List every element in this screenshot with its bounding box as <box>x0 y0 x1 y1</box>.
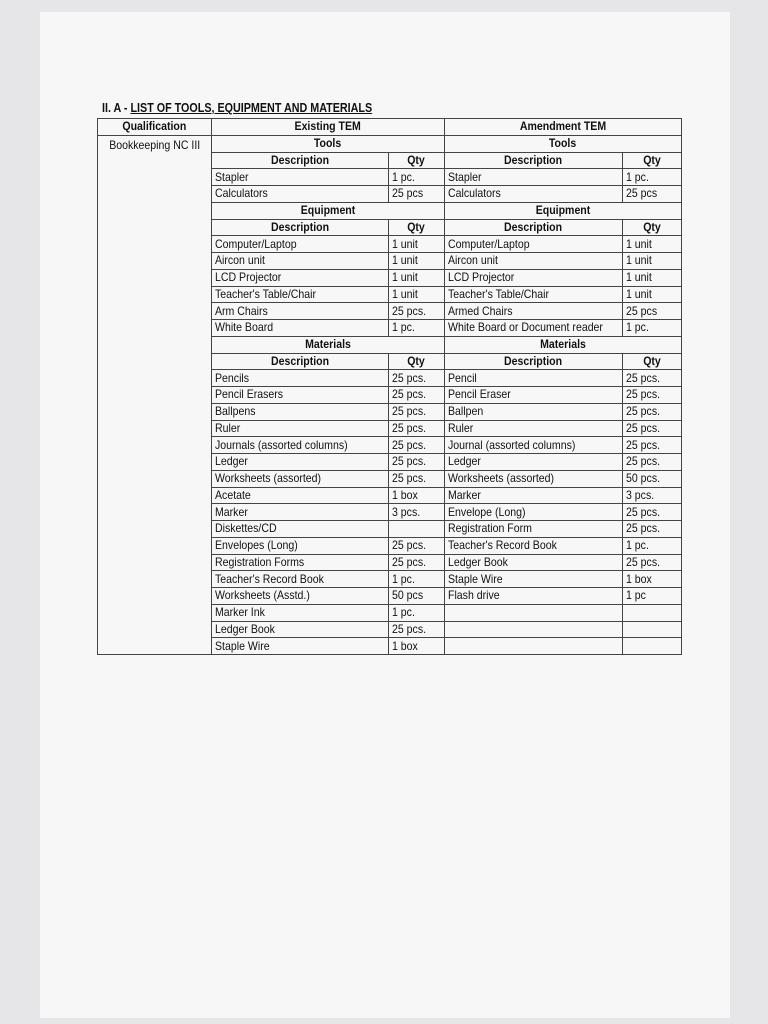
existing-qty-header: Qty <box>389 219 445 236</box>
existing-qty-cell: 25 pcs. <box>389 554 445 571</box>
existing-description-cell: Marker <box>212 504 389 521</box>
existing-qty-cell: 1 box <box>389 487 445 504</box>
amendment-description-cell: Pencil Eraser <box>445 387 623 404</box>
amendment-qty-cell: 25 pcs. <box>623 370 682 387</box>
existing-qty-cell: 25 pcs. <box>389 403 445 420</box>
amendment-description-cell: Computer/Laptop <box>445 236 623 253</box>
existing-description-cell: Acetate <box>212 487 389 504</box>
existing-section-title: Materials <box>212 336 445 353</box>
amendment-qty-cell: 1 unit <box>623 269 682 286</box>
amendment-qty-cell <box>623 638 682 655</box>
amendment-qty-header: Qty <box>623 219 682 236</box>
amendment-description-cell: Armed Chairs <box>445 303 623 320</box>
existing-qty-header: Qty <box>389 152 445 169</box>
amendment-description-header: Description <box>445 152 623 169</box>
tem-table <box>97 118 682 655</box>
existing-description-cell: Ledger <box>212 454 389 471</box>
amendment-description-cell: Teacher's Table/Chair <box>445 286 623 303</box>
amendment-qty-cell: 1 pc <box>623 588 682 605</box>
amendment-qty-cell: 1 pc. <box>623 169 682 186</box>
amendment-tem-header: Amendment TEM <box>445 119 682 136</box>
existing-qty-cell: 25 pcs. <box>389 303 445 320</box>
existing-description-cell: Teacher's Table/Chair <box>212 286 389 303</box>
amendment-description-cell: Teacher's Record Book <box>445 537 623 554</box>
amendment-description-cell <box>445 621 623 638</box>
existing-qty-cell: 25 pcs. <box>389 537 445 554</box>
existing-description-cell: Ledger Book <box>212 621 389 638</box>
existing-description-cell: Staple Wire <box>212 638 389 655</box>
existing-description-header: Description <box>212 353 389 370</box>
amendment-description-cell: Staple Wire <box>445 571 623 588</box>
existing-qty-cell: 1 unit <box>389 269 445 286</box>
amendment-description-cell: Ledger Book <box>445 554 623 571</box>
amendment-description-cell: Journal (assorted columns) <box>445 437 623 454</box>
existing-description-cell: Ballpens <box>212 403 389 420</box>
qualification-header: Qualification <box>98 119 212 136</box>
existing-description-cell: Worksheets (Asstd.) <box>212 588 389 605</box>
existing-description-cell: Aircon unit <box>212 253 389 270</box>
existing-qty-header: Qty <box>389 353 445 370</box>
amendment-qty-cell: 25 pcs. <box>623 521 682 538</box>
amendment-qty-cell <box>623 604 682 621</box>
tem-table-body <box>98 119 682 655</box>
amendment-qty-cell: 25 pcs <box>623 186 682 203</box>
existing-description-cell: Pencil Erasers <box>212 387 389 404</box>
existing-qty-cell: 25 pcs. <box>389 420 445 437</box>
amendment-qty-cell: 25 pcs. <box>623 454 682 471</box>
existing-qty-cell: 25 pcs. <box>389 370 445 387</box>
existing-qty-cell: 1 pc. <box>389 604 445 621</box>
amendment-section-title: Materials <box>445 336 682 353</box>
amendment-section-title: Tools <box>445 135 682 152</box>
existing-description-cell: Pencils <box>212 370 389 387</box>
existing-qty-cell: 1 unit <box>389 236 445 253</box>
existing-description-cell: Worksheets (assorted) <box>212 470 389 487</box>
existing-qty-cell: 3 pcs. <box>389 504 445 521</box>
amendment-qty-cell: 1 pc. <box>623 537 682 554</box>
existing-description-cell: Computer/Laptop <box>212 236 389 253</box>
amendment-qty-cell: 25 pcs. <box>623 437 682 454</box>
existing-qty-cell: 50 pcs <box>389 588 445 605</box>
amendment-description-cell <box>445 604 623 621</box>
existing-section-title: Tools <box>212 135 445 152</box>
existing-qty-cell: 25 pcs. <box>389 454 445 471</box>
existing-qty-cell: 1 box <box>389 638 445 655</box>
amendment-description-cell: Ledger <box>445 454 623 471</box>
qualification-cell: Bookkeeping NC III <box>98 135 212 654</box>
amendment-qty-cell: 1 pc. <box>623 320 682 337</box>
existing-qty-cell: 1 unit <box>389 253 445 270</box>
amendment-qty-header: Qty <box>623 353 682 370</box>
amendment-description-cell: Registration Form <box>445 521 623 538</box>
amendment-description-cell <box>445 638 623 655</box>
amendment-qty-header: Qty <box>623 152 682 169</box>
existing-qty-cell: 1 pc. <box>389 571 445 588</box>
section-title-row <box>98 135 682 152</box>
existing-description-cell: Diskettes/CD <box>212 521 389 538</box>
amendment-qty-cell: 25 pcs. <box>623 504 682 521</box>
amendment-description-header: Description <box>445 353 623 370</box>
existing-section-title: Equipment <box>212 202 445 219</box>
existing-qty-cell: 1 unit <box>389 286 445 303</box>
amendment-qty-cell: 25 pcs <box>623 303 682 320</box>
existing-description-header: Description <box>212 219 389 236</box>
existing-description-cell: Registration Forms <box>212 554 389 571</box>
section-number: II. A - <box>102 101 128 115</box>
amendment-qty-cell: 25 pcs. <box>623 387 682 404</box>
section-heading <box>102 101 372 115</box>
existing-qty-cell: 25 pcs. <box>389 387 445 404</box>
amendment-qty-cell: 25 pcs. <box>623 554 682 571</box>
amendment-qty-cell: 3 pcs. <box>623 487 682 504</box>
existing-description-cell: Stapler <box>212 169 389 186</box>
existing-qty-cell: 25 pcs. <box>389 470 445 487</box>
amendment-qty-cell: 25 pcs. <box>623 403 682 420</box>
amendment-description-cell: Ballpen <box>445 403 623 420</box>
existing-description-cell: LCD Projector <box>212 269 389 286</box>
existing-description-cell: Arm Chairs <box>212 303 389 320</box>
existing-qty-cell: 25 pcs. <box>389 437 445 454</box>
existing-description-cell: Journals (assorted columns) <box>212 437 389 454</box>
amendment-description-cell: White Board or Document reader <box>445 320 623 337</box>
amendment-section-title: Equipment <box>445 202 682 219</box>
table-header-row <box>98 119 682 136</box>
amendment-description-cell: Stapler <box>445 169 623 186</box>
amendment-description-cell: Envelope (Long) <box>445 504 623 521</box>
section-title: LIST OF TOOLS, EQUIPMENT AND MATERIALS <box>130 101 373 115</box>
amendment-description-cell: LCD Projector <box>445 269 623 286</box>
existing-description-cell: Teacher's Record Book <box>212 571 389 588</box>
existing-description-header: Description <box>212 152 389 169</box>
amendment-description-cell: Aircon unit <box>445 253 623 270</box>
amendment-qty-cell: 1 unit <box>623 253 682 270</box>
existing-description-cell: Marker Ink <box>212 604 389 621</box>
existing-qty-cell: 25 pcs <box>389 186 445 203</box>
amendment-description-cell: Flash drive <box>445 588 623 605</box>
amendment-description-header: Description <box>445 219 623 236</box>
existing-qty-cell <box>389 521 445 538</box>
existing-qty-cell: 25 pcs. <box>389 621 445 638</box>
amendment-description-cell: Pencil <box>445 370 623 387</box>
existing-tem-header: Existing TEM <box>212 119 445 136</box>
amendment-description-cell: Ruler <box>445 420 623 437</box>
amendment-description-cell: Calculators <box>445 186 623 203</box>
amendment-qty-cell: 1 box <box>623 571 682 588</box>
existing-description-cell: Envelopes (Long) <box>212 537 389 554</box>
amendment-qty-cell: 25 pcs. <box>623 420 682 437</box>
existing-qty-cell: 1 pc. <box>389 169 445 186</box>
amendment-qty-cell: 1 unit <box>623 236 682 253</box>
amendment-qty-cell: 1 unit <box>623 286 682 303</box>
amendment-description-cell: Marker <box>445 487 623 504</box>
amendment-qty-cell <box>623 621 682 638</box>
existing-description-cell: Ruler <box>212 420 389 437</box>
amendment-description-cell: Worksheets (assorted) <box>445 470 623 487</box>
amendment-qty-cell: 50 pcs. <box>623 470 682 487</box>
existing-description-cell: Calculators <box>212 186 389 203</box>
existing-description-cell: White Board <box>212 320 389 337</box>
existing-qty-cell: 1 pc. <box>389 320 445 337</box>
